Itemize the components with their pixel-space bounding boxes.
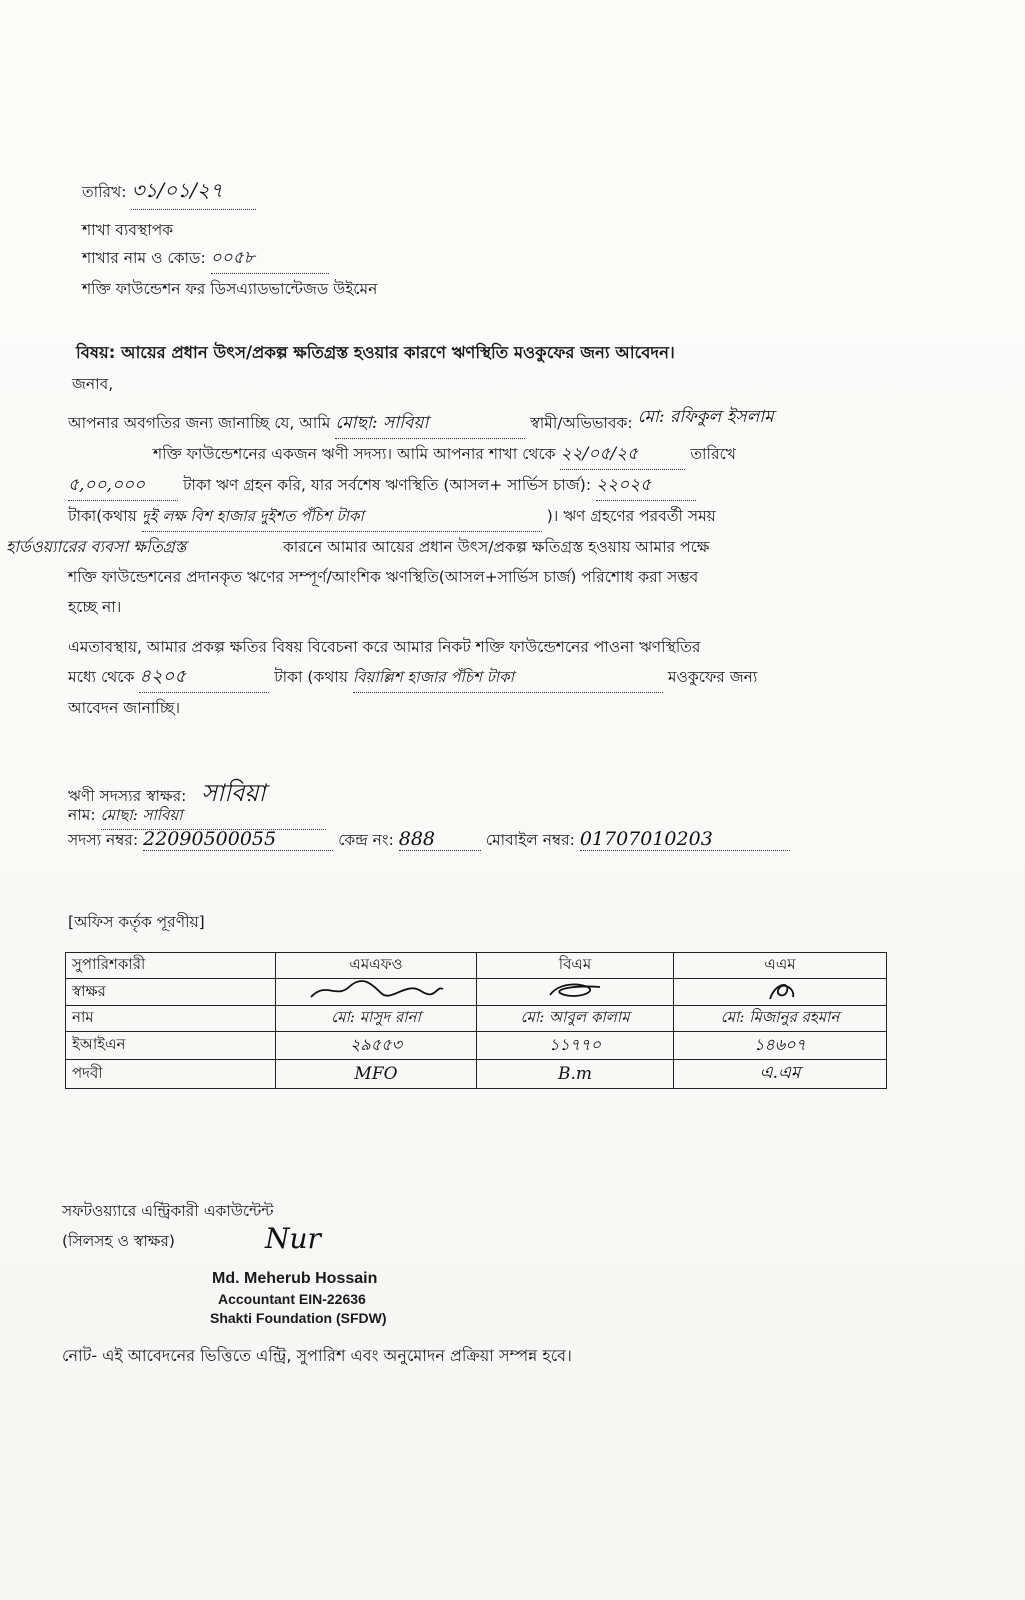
p2-text-c: টাকা (কথায় [274,668,348,686]
p1-text-a: আপনার অবগতির জন্য জানাচ্ছি যে, আমি [68,414,331,432]
am-name: মো: মিজানুর রহমান [674,1006,887,1032]
mfo-ein: ২৯৫৫৩ [276,1032,477,1060]
member-ids-line [68,828,790,854]
guardian-name: মো: রফিকুল ইসলাম [637,407,774,427]
col-bm: বিএম [477,953,674,979]
mfo-name: মো: মাসুদ রানা [276,1006,477,1032]
p1-text-d: তারিখে [690,445,736,463]
member-name: মোছা: সাবিয়া [101,804,326,830]
bm-ein: ১১৭৭০ [477,1032,674,1060]
p2-line1: এমতাবস্থায়, আমার প্রকল্প ক্ষতির বিষয় বিবেচনা করে আমার নিকট শক্তি ফাউন্ডেশনের পাওনা ঋণস্থিতির [68,638,701,656]
p1-text-c: শক্তি ফাউন্ডেশনের একজন ঋণী সদস্য। আমি আপনার শাখা থেকে [153,445,556,463]
center-no: 888 [399,828,481,851]
mobile-no: 01707010203 [580,828,790,851]
member-name-label: নাম: [68,806,96,824]
applicant-name: মোছা: সাবিয়া [335,408,525,439]
p1-line1 [68,408,890,439]
accountant-label: সফটওয়্যারে এন্ট্রিকারী একাউন্টেন্ট [62,1202,274,1220]
bm-signature [477,979,674,1006]
p1-line7: হচ্ছে না। [68,598,122,616]
seal-title: Accountant EIN-22636 [218,1291,366,1307]
date-line [82,176,256,210]
footer-note: নোট- এই আবেদনের ভিত্তিতে এন্ট্রি, সুপারিশ এবং অনুমোদন প্রক্রিয়া সম্পন্ন হবে। [62,1346,572,1365]
org-name: শক্তি ফাউন্ডেশন ফর ডিসএ্যাডভান্টেজড উইমেন [82,280,378,298]
recipient-line: শাখা ব্যবস্থাপক [82,221,174,239]
mfo-designation: MFO [276,1060,477,1089]
body-paragraph-1 [6,407,890,622]
member-no-label: সদস্য নম্বর: [68,831,139,849]
am-designation: এ.এম [674,1060,887,1089]
member-signature: সাবিয়া [201,779,266,807]
branch-line [82,245,329,274]
p1-line4 [68,501,890,532]
row-label-name: নাম [66,1006,276,1032]
p2-text-b: মধ্যে থেকে [68,668,135,686]
col-mfo: এমএফও [276,953,477,979]
body-paragraph-2 [68,632,890,723]
accountant-label-2: (সিলসহ ও স্বাক্ষর) [62,1232,175,1250]
am-signature [674,979,887,1006]
branch-label: শাখার নাম ও কোড: [82,249,206,267]
salutation: জনাব, [72,375,114,393]
p2-line2 [68,662,890,693]
p1-line6: শক্তি ফাউন্ডেশনের প্রদানকৃত ঋণের সম্পূর্ণ/আংশিক ঋণস্থিতি(আসল+সার্ভিস চার্জ) পরিশোধ করা সম্ভব [68,568,699,586]
loan-date: ২২/০৫/২৫ [560,439,685,470]
p1-text-h: কারনে আমার আয়ের প্রধান উৎস/প্রকল্প ক্ষতিগ্রস্ত হওয়ায় আমার পক্ষে [282,538,710,556]
mobile-label: মোবাইল নম্বর: [485,831,575,849]
am-signature-mark [735,979,825,1001]
col-recommender: সুপারিশকারী [66,953,276,979]
p1-line2 [68,439,890,470]
p1-text-g: )। ঋণ গ্রহণের পরবর্তী সময় [546,507,716,525]
p2-text-d: মওকুফের জন্য [667,668,758,686]
waive-amount: ৪২০৫ [139,662,269,693]
branch-code: ০০৫৮ [211,245,329,274]
row-label-signature: স্বাক্ষর [66,979,276,1006]
accountant-signature: Nur [265,1222,321,1255]
p1-line5 [6,532,890,562]
bm-name: মো: আবুল কালাম [477,1006,674,1032]
bm-designation: B.m [477,1060,674,1089]
office-designation-row [66,1060,887,1089]
col-am: এএম [674,953,887,979]
waive-words: বিয়াল্লিশ হাজার পঁচিশ টাকা [353,662,663,693]
bm-signature-mark [530,979,620,1001]
mfo-signature [276,979,477,1006]
loan-amount: ৫,০০,০০০ [68,470,178,501]
office-name-row [66,1006,887,1032]
mfo-signature-mark [301,979,451,1001]
outstanding-words: দুই লক্ষ বিশ হাজার দুইশত পঁচিশ টাকা [142,501,542,532]
p1-line3 [68,470,890,501]
row-label-ein: ইআইএন [66,1032,276,1060]
office-header-row [66,953,887,979]
damage-reason: হার্ডওয়্যারের ব্যবসা ক্ষতিগ্রস্ত [6,537,187,556]
date-label: তারিখ: [82,183,127,201]
member-name-line [68,803,326,830]
outstanding-amount: ২২০২৫ [596,470,696,501]
member-no: 22090500055 [143,828,333,851]
seal-name: Md. Meherub Hossain [212,1270,378,1287]
p2-line3: আবেদন জানাচ্ছি। [68,699,181,717]
p1-text-b: স্বামী/অভিভাবক: [530,414,633,432]
seal-org: Shakti Foundation (SFDW) [210,1310,387,1326]
office-ein-row [66,1032,887,1060]
p1-text-f: টাকা(কথায় [68,507,137,525]
row-label-designation: পদবী [66,1060,276,1089]
date-value: ৩১/০১/২৭ [131,176,256,210]
office-table [65,952,887,1089]
office-caption: [অফিস কর্তৃক পূরণীয়] [68,913,205,931]
p1-text-e: টাকা ঋণ গ্রহন করি, যার সর্বশেষ ঋণস্থিতি (আসল+ সার্ভিস চার্জ): [182,476,592,494]
member-sign-label: ঋণী সদস্যর স্বাক্ষর: [68,787,187,805]
center-label: কেন্দ্র নং: [338,831,394,849]
office-signature-row [66,979,887,1006]
am-ein: ১৪৬০৭ [674,1032,887,1060]
subject-line: বিষয়: আয়ের প্রধান উৎস/প্রকল্প ক্ষতিগ্রস্ত হওয়ার কারণে ঋণস্থিতি মওকুফের জন্য আবেদন। [76,343,675,362]
